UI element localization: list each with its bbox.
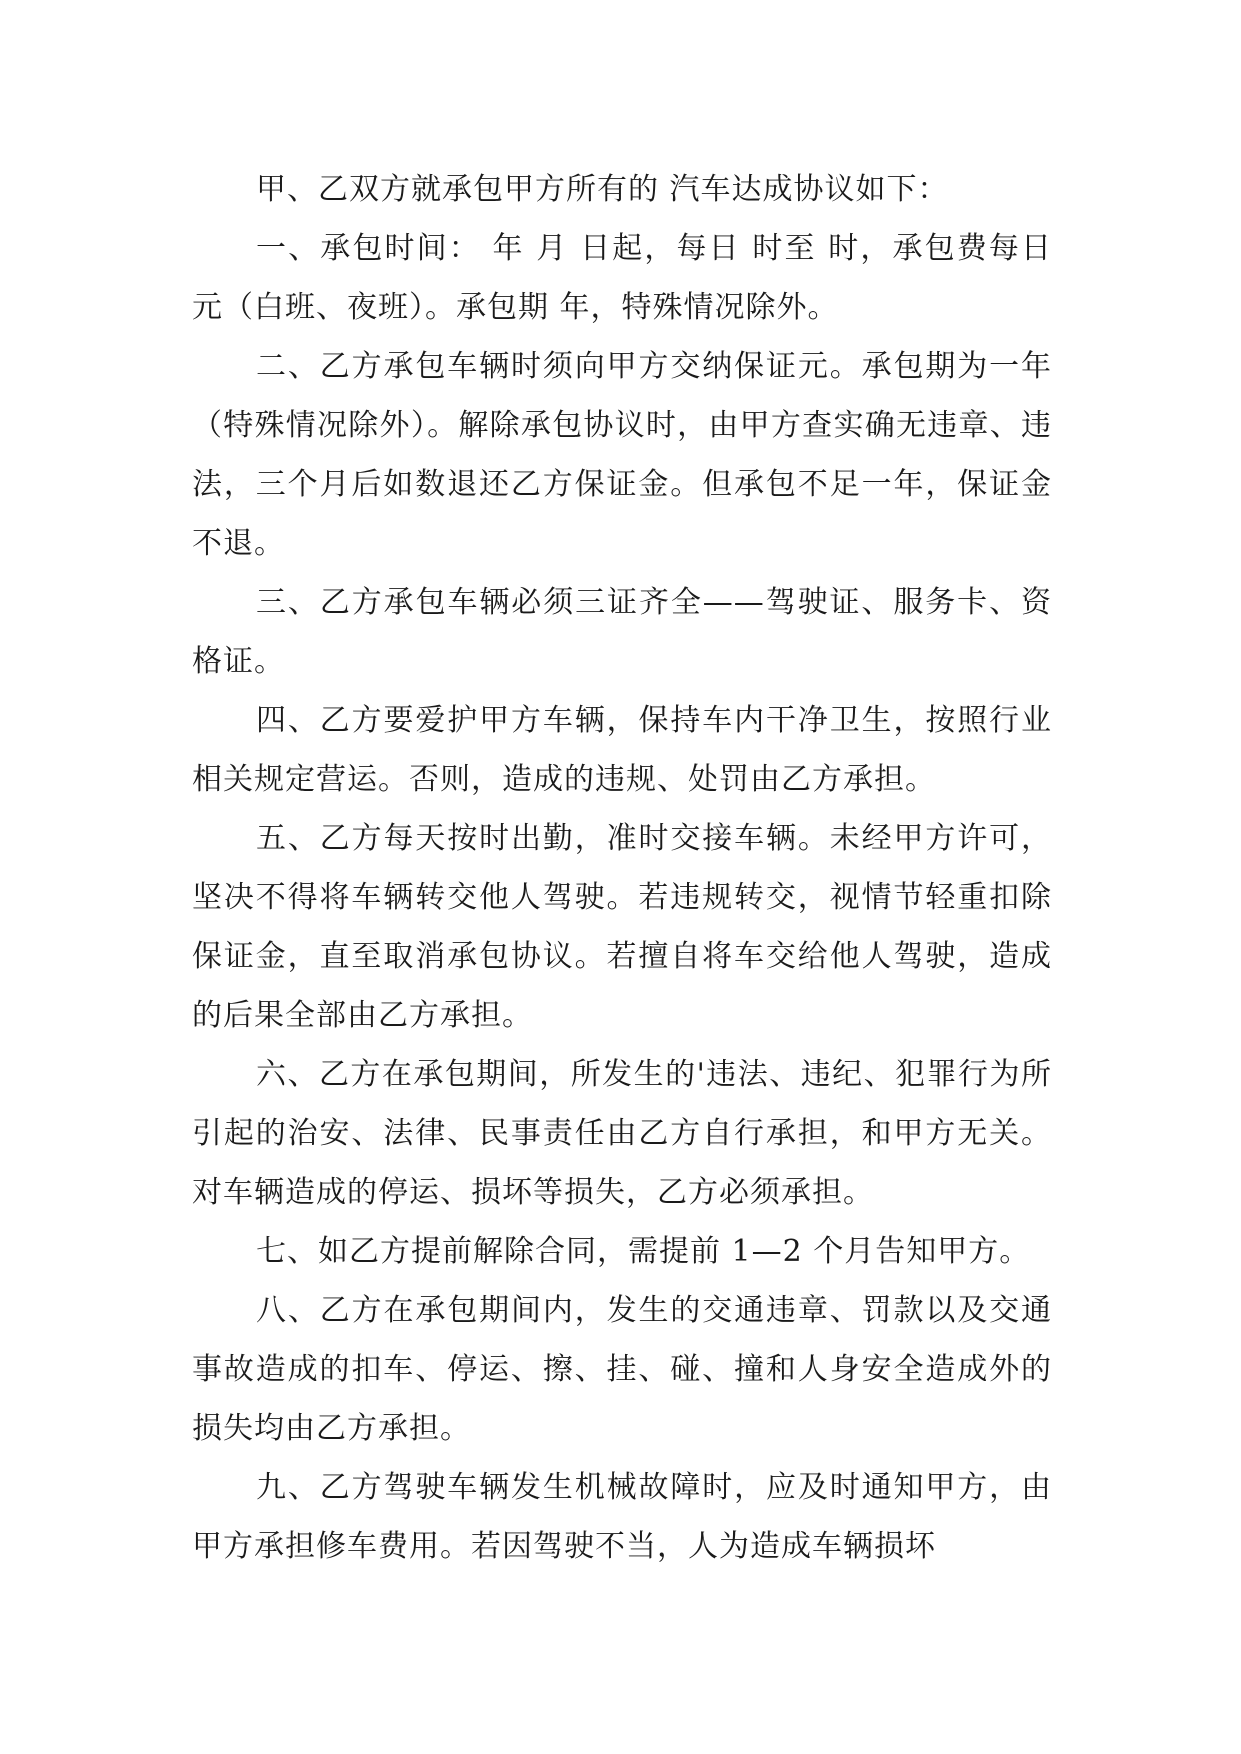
paragraph-clause-6: 六、乙方在承包期间，所发生的'违法、违纪、犯罪行为所引起的治安、法律、民事责任由乙方自行承担，和甲方无关。对车辆造成的停运、损坏等损失，乙方必须承担。 [192,1057,1052,1210]
paragraph-clause-4: 四、乙方要爱护甲方车辆，保持车内干净卫生，按照行业相关规定营运。否则，造成的违规、处罚由乙方承担。 [192,703,1052,797]
paragraph-clause-7: 七、如乙方提前解除合同，需提前 1—2 个月告知甲方。 [256,1234,1031,1269]
document-body [192,160,1052,1576]
paragraph-clause-9: 九、乙方驾驶车辆发生机械故障时，应及时通知甲方，由甲方承担修车费用。若因驾驶不当，人为造成车辆损坏 [192,1470,1052,1564]
paragraph-clause-8: 八、乙方在承包期间内，发生的交通违章、罚款以及交通事故造成的扣车、停运、擦、挂、碰、撞和人身安全造成外的损失均由乙方承担。 [192,1293,1052,1446]
paragraph-clause-3: 三、乙方承包车辆必须三证齐全——驾驶证、服务卡、资格证。 [192,585,1052,679]
paragraph-intro: 甲、乙双方就承包甲方所有的 汽车达成协议如下： [256,172,949,207]
paragraph-clause-5: 五、乙方每天按时出勤，准时交接车辆。未经甲方许可，坚决不得将车辆转交他人驾驶。若违规转交，视情节轻重扣除保证金，直至取消承包协议。若擅自将车交给他人驾驶，造成的后果全部由乙方承担。 [192,821,1052,1033]
paragraph-clause-1: 一、承包时间： 年 月 日起，每日 时至 时，承包费每日 元（白班、夜班）。承包期 年，特殊情况除外。 [192,231,1052,325]
paragraph-clause-2: 二、乙方承包车辆时须向甲方交纳保证元。承包期为一年（特殊情况除外）。解除承包协议时，由甲方查实确无违章、违法，三个月后如数退还乙方保证金。但承包不足一年，保证金不退。 [192,349,1052,561]
